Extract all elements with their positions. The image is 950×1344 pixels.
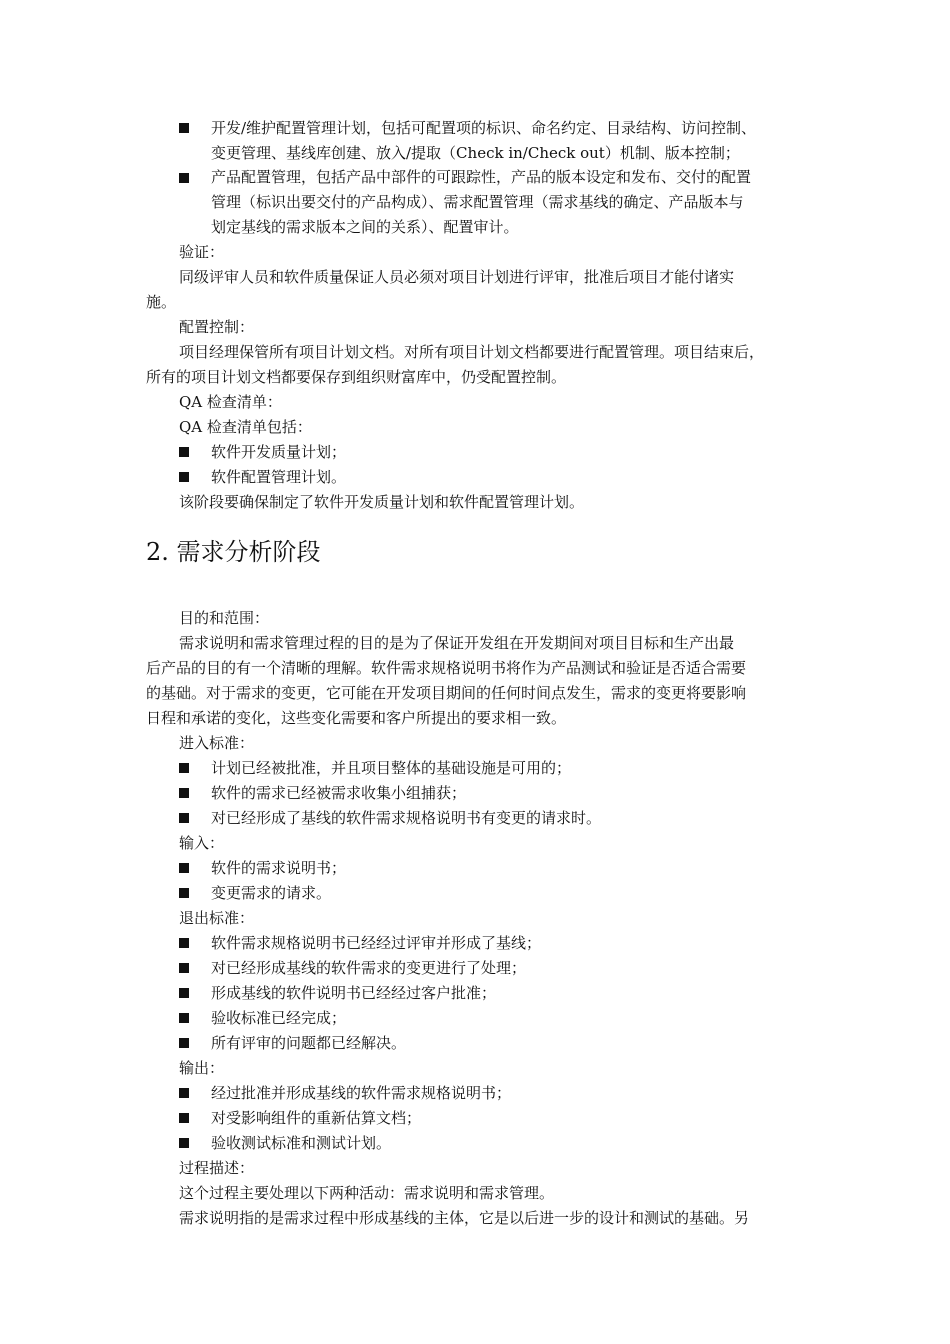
qa-intro: QA 检查清单包括： [179,418,312,436]
bullet-line: 产品配置管理，包括产品中部件的可跟踪性，产品的版本设定和发布、交付的配置 [211,168,752,186]
bullet-square-icon [179,888,189,898]
list-item: 验收标准已经完成； [211,1009,347,1027]
output-label: 输出： [179,1059,225,1077]
exit-label: 退出标准： [179,909,255,927]
bullet-square-icon [179,472,189,482]
list-item: 对已经形成了基线的软件需求规格说明书有变更的请求时。 [211,809,602,827]
bullet-square-icon [179,988,189,998]
list-item: 形成基线的软件说明书已经经过客户批准； [211,984,497,1002]
entry-label: 进入标准： [179,734,255,752]
bullet-square-icon [179,1013,189,1023]
bullet-square-icon [179,963,189,973]
list-item: 所有评审的问题都已经解决。 [211,1034,407,1052]
process-label: 过程描述： [179,1159,255,1177]
bullet-square-icon [179,123,189,133]
paragraph-line: 施。 [146,293,177,311]
paragraph-line: 日程和承诺的变化，这些变化需要和客户所提出的要求相一致。 [146,709,567,727]
list-item: 计划已经被批准，并且项目整体的基础设施是可用的； [211,759,572,777]
paragraph-line: 所有的项目计划文档都要保存到组织财富库中，仍受配置控制。 [146,368,567,386]
bullet-square-icon [179,447,189,457]
bullet-square-icon [179,1138,189,1148]
input-label: 输入： [179,834,225,852]
list-item: 变更需求的请求。 [211,884,332,902]
section-heading: 2. 需求分析阶段 [146,538,321,566]
paragraph-line: 需求说明指的是需求过程中形成基线的主体，它是以后进一步的设计和测试的基础。另 [179,1209,750,1227]
bullet-line: 管理（标识出要交付的产品构成）、需求配置管理（需求基线的确定、产品版本与 [211,193,744,211]
bullet-square-icon [179,1038,189,1048]
list-item: 对受影响组件的重新估算文档； [211,1109,422,1127]
bullet-line: 变更管理、基线库创建、放入/提取（Check in/Check out）机制、版本控制； [211,144,740,162]
list-item: 软件的需求已经被需求收集小组捕获； [211,784,467,802]
paragraph-line: 同级评审人员和软件质量保证人员必须对项目计划进行评审，批准后项目才能付诸实 [179,268,735,286]
list-item: 软件需求规格说明书已经经过评审并形成了基线； [211,934,542,952]
bullet-square-icon [179,173,189,183]
purpose-label: 目的和范围： [179,609,270,627]
paragraph-line: 这个过程主要处理以下两种活动：需求说明和需求管理。 [179,1184,555,1202]
bullet-square-icon [179,788,189,798]
paragraph-line: 的基础。对于需求的变更，它可能在开发项目期间的任何时间点发生，需求的变更将要影响 [146,684,747,702]
bullet-line: 开发/维护配置管理计划，包括可配置项的标识、命名约定、目录结构、访问控制、 [211,119,757,137]
paragraph-line: 需求说明和需求管理过程的目的是为了保证开发组在开发期间对项目目标和生产出最 [179,634,735,652]
bullet-line: 划定基线的需求版本之间的关系）、配置审计。 [211,218,519,236]
list-item: 对已经形成基线的软件需求的变更进行了处理； [211,959,527,977]
bullet-square-icon [179,1088,189,1098]
list-item: 验收测试标准和测试计划。 [211,1134,392,1152]
list-item: 经过批准并形成基线的软件需求规格说明书； [211,1084,512,1102]
summary-line: 该阶段要确保制定了软件开发质量计划和软件配置管理计划。 [179,493,585,511]
paragraph-line: 项目经理保管所有项目计划文档。对所有项目计划文档都要进行配置管理。项目结束后， [179,343,765,361]
paragraph-line: 后产品的目的有一个清晰的理解。软件需求规格说明书将作为产品测试和验证是否适合需要 [146,659,747,677]
bullet-square-icon [179,863,189,873]
bullet-square-icon [179,763,189,773]
list-item: 软件的需求说明书； [211,859,347,877]
list-item: 软件开发质量计划； [211,443,347,461]
bullet-square-icon [179,813,189,823]
config-label: 配置控制： [179,318,255,336]
bullet-square-icon [179,938,189,948]
bullet-square-icon [179,1113,189,1123]
qa-label: QA 检查清单： [179,393,282,411]
verify-label: 验证： [179,243,225,261]
list-item: 软件配置管理计划。 [211,468,347,486]
